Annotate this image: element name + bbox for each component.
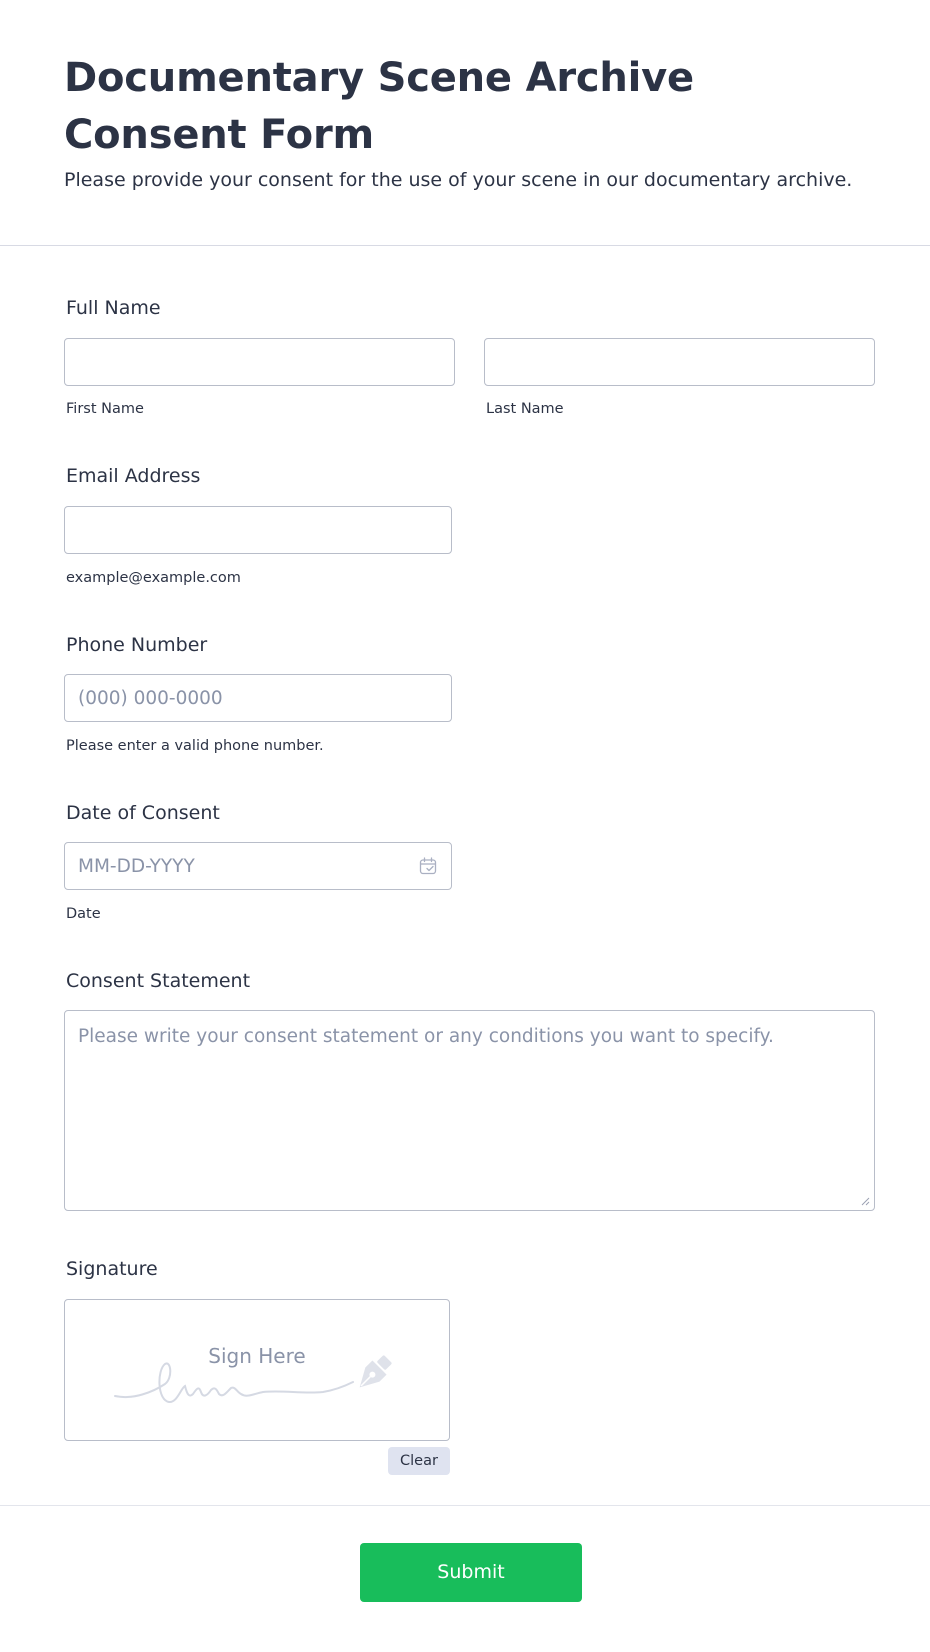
submit-button[interactable]: Submit bbox=[360, 1543, 582, 1602]
first-name-field[interactable] bbox=[64, 338, 455, 386]
date-label: Date of Consent bbox=[66, 802, 220, 824]
statement-field[interactable] bbox=[64, 1010, 875, 1211]
clear-signature-button[interactable]: Clear bbox=[388, 1447, 450, 1475]
last-name-sublabel: Last Name bbox=[486, 401, 564, 417]
pen-nib-icon bbox=[353, 1352, 395, 1394]
signature-scribble-icon bbox=[113, 1348, 399, 1424]
full-name-label: Full Name bbox=[66, 297, 161, 319]
page-title: Documentary Scene Archive Consent Form bbox=[64, 55, 694, 158]
email-input[interactable] bbox=[65, 507, 451, 553]
email-label: Email Address bbox=[66, 465, 201, 487]
phone-input[interactable] bbox=[65, 675, 451, 721]
date-input[interactable] bbox=[65, 843, 451, 889]
statement-textarea[interactable] bbox=[65, 1011, 874, 1210]
calendar-icon[interactable] bbox=[419, 857, 437, 875]
email-field[interactable] bbox=[64, 506, 452, 554]
last-name-field[interactable] bbox=[484, 338, 875, 386]
resize-handle-icon[interactable] bbox=[860, 1196, 870, 1206]
footer-divider bbox=[0, 1505, 930, 1506]
signature-pad[interactable] bbox=[64, 1299, 450, 1441]
last-name-input[interactable] bbox=[485, 339, 874, 385]
page-subtitle: Please provide your consent for the use of your scene in our documentary archive. bbox=[64, 169, 853, 191]
email-sublabel: example@example.com bbox=[66, 570, 241, 586]
statement-label: Consent Statement bbox=[66, 970, 251, 992]
form-header bbox=[0, 0, 930, 246]
phone-field[interactable] bbox=[64, 674, 452, 722]
signature-label: Signature bbox=[66, 1258, 158, 1280]
phone-label: Phone Number bbox=[66, 634, 208, 656]
date-field[interactable] bbox=[64, 842, 452, 890]
first-name-input[interactable] bbox=[65, 339, 454, 385]
date-sublabel: Date bbox=[66, 906, 101, 922]
signature-placeholder: Sign Here bbox=[208, 1344, 306, 1368]
phone-sublabel: Please enter a valid phone number. bbox=[66, 738, 324, 754]
first-name-sublabel: First Name bbox=[66, 401, 144, 417]
